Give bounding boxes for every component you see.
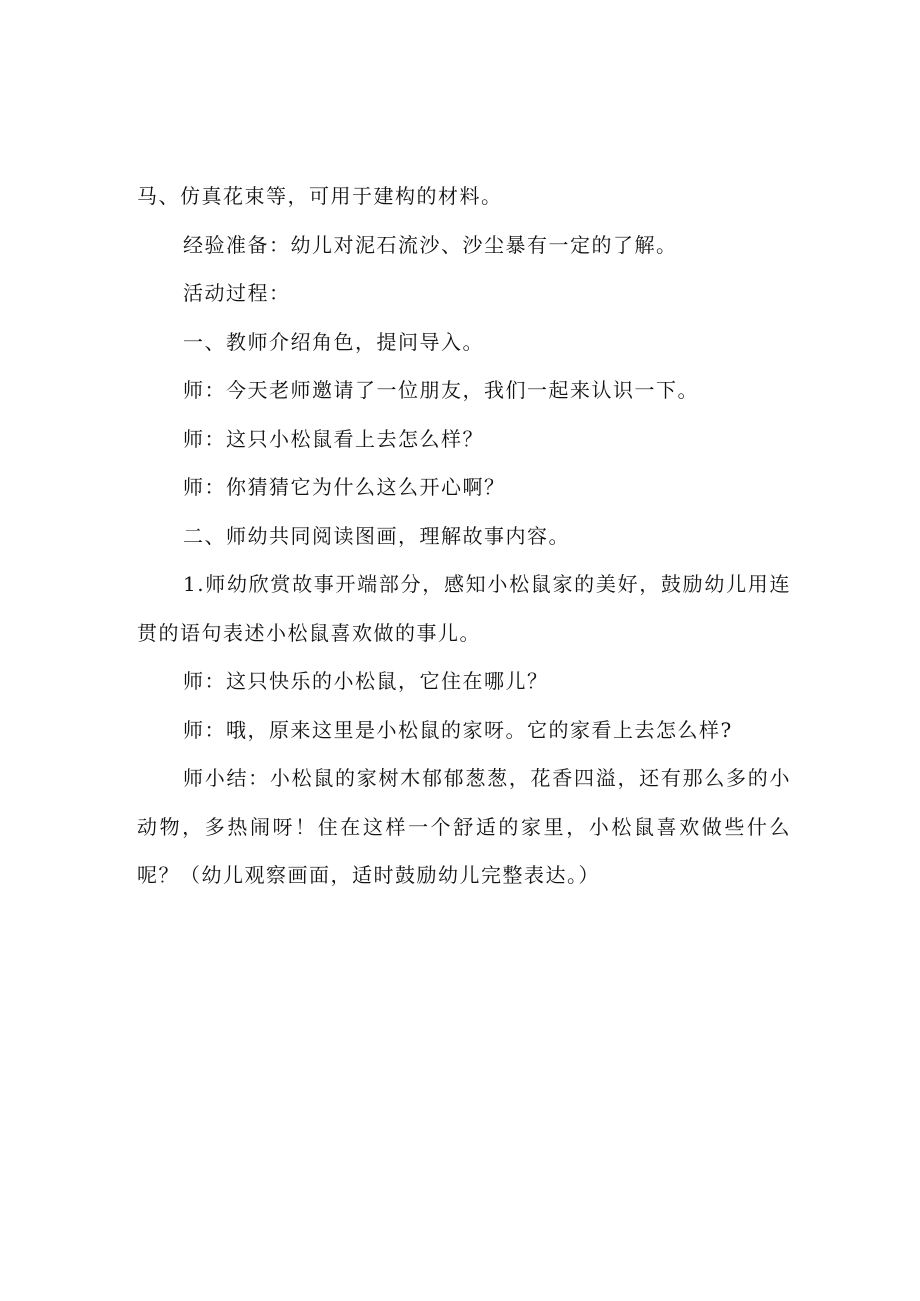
paragraph-teacher-summary: 师小结：小松鼠的家树木郁郁葱葱，花香四溢，还有那么多的小动物，多热闹呀！住在这样一个舒适的家里，小松鼠喜欢做些什么呢？（幼儿观察画面，适时鼓励幼儿完整表达。） [137,766,791,887]
paragraph-materials-continued: 马、仿真花束等，可用于建构的材料。 [137,184,503,208]
paragraph-teacher-line-1: 师：今天老师邀请了一位朋友，我们一起来认识一下。 [183,378,699,402]
paragraph-teacher-line-2: 师：这只小松鼠看上去怎么样？ [183,426,484,451]
paragraph-step-one: 1.师幼欣赏故事开端部分，感知小松鼠家的美好，鼓励幼儿用连贯的语句表述小松鼠喜欢做的事儿。 [137,572,791,645]
paragraph-section-two-heading: 二、师幼共同阅读图画，理解故事内容。 [183,523,570,548]
paragraph-teacher-line-5: 师：哦，原来这里是小松鼠的家呀。它的家看上去怎么样? [183,717,733,742]
document-body [137,172,791,900]
paragraph-section-one-heading: 一、教师介绍角色，提问导入。 [183,329,484,354]
paragraph-activity-process-heading: 活动过程： [183,281,291,305]
paragraph-teacher-line-3: 师：你猜猜它为什么这么开心啊？ [183,475,506,499]
paragraph-experience-prep: 经验准备：幼儿对泥石流沙、沙尘暴有一定的了解。 [183,232,678,257]
paragraph-teacher-line-4: 师：这只快乐的小松鼠，它住在哪儿？ [183,669,549,693]
